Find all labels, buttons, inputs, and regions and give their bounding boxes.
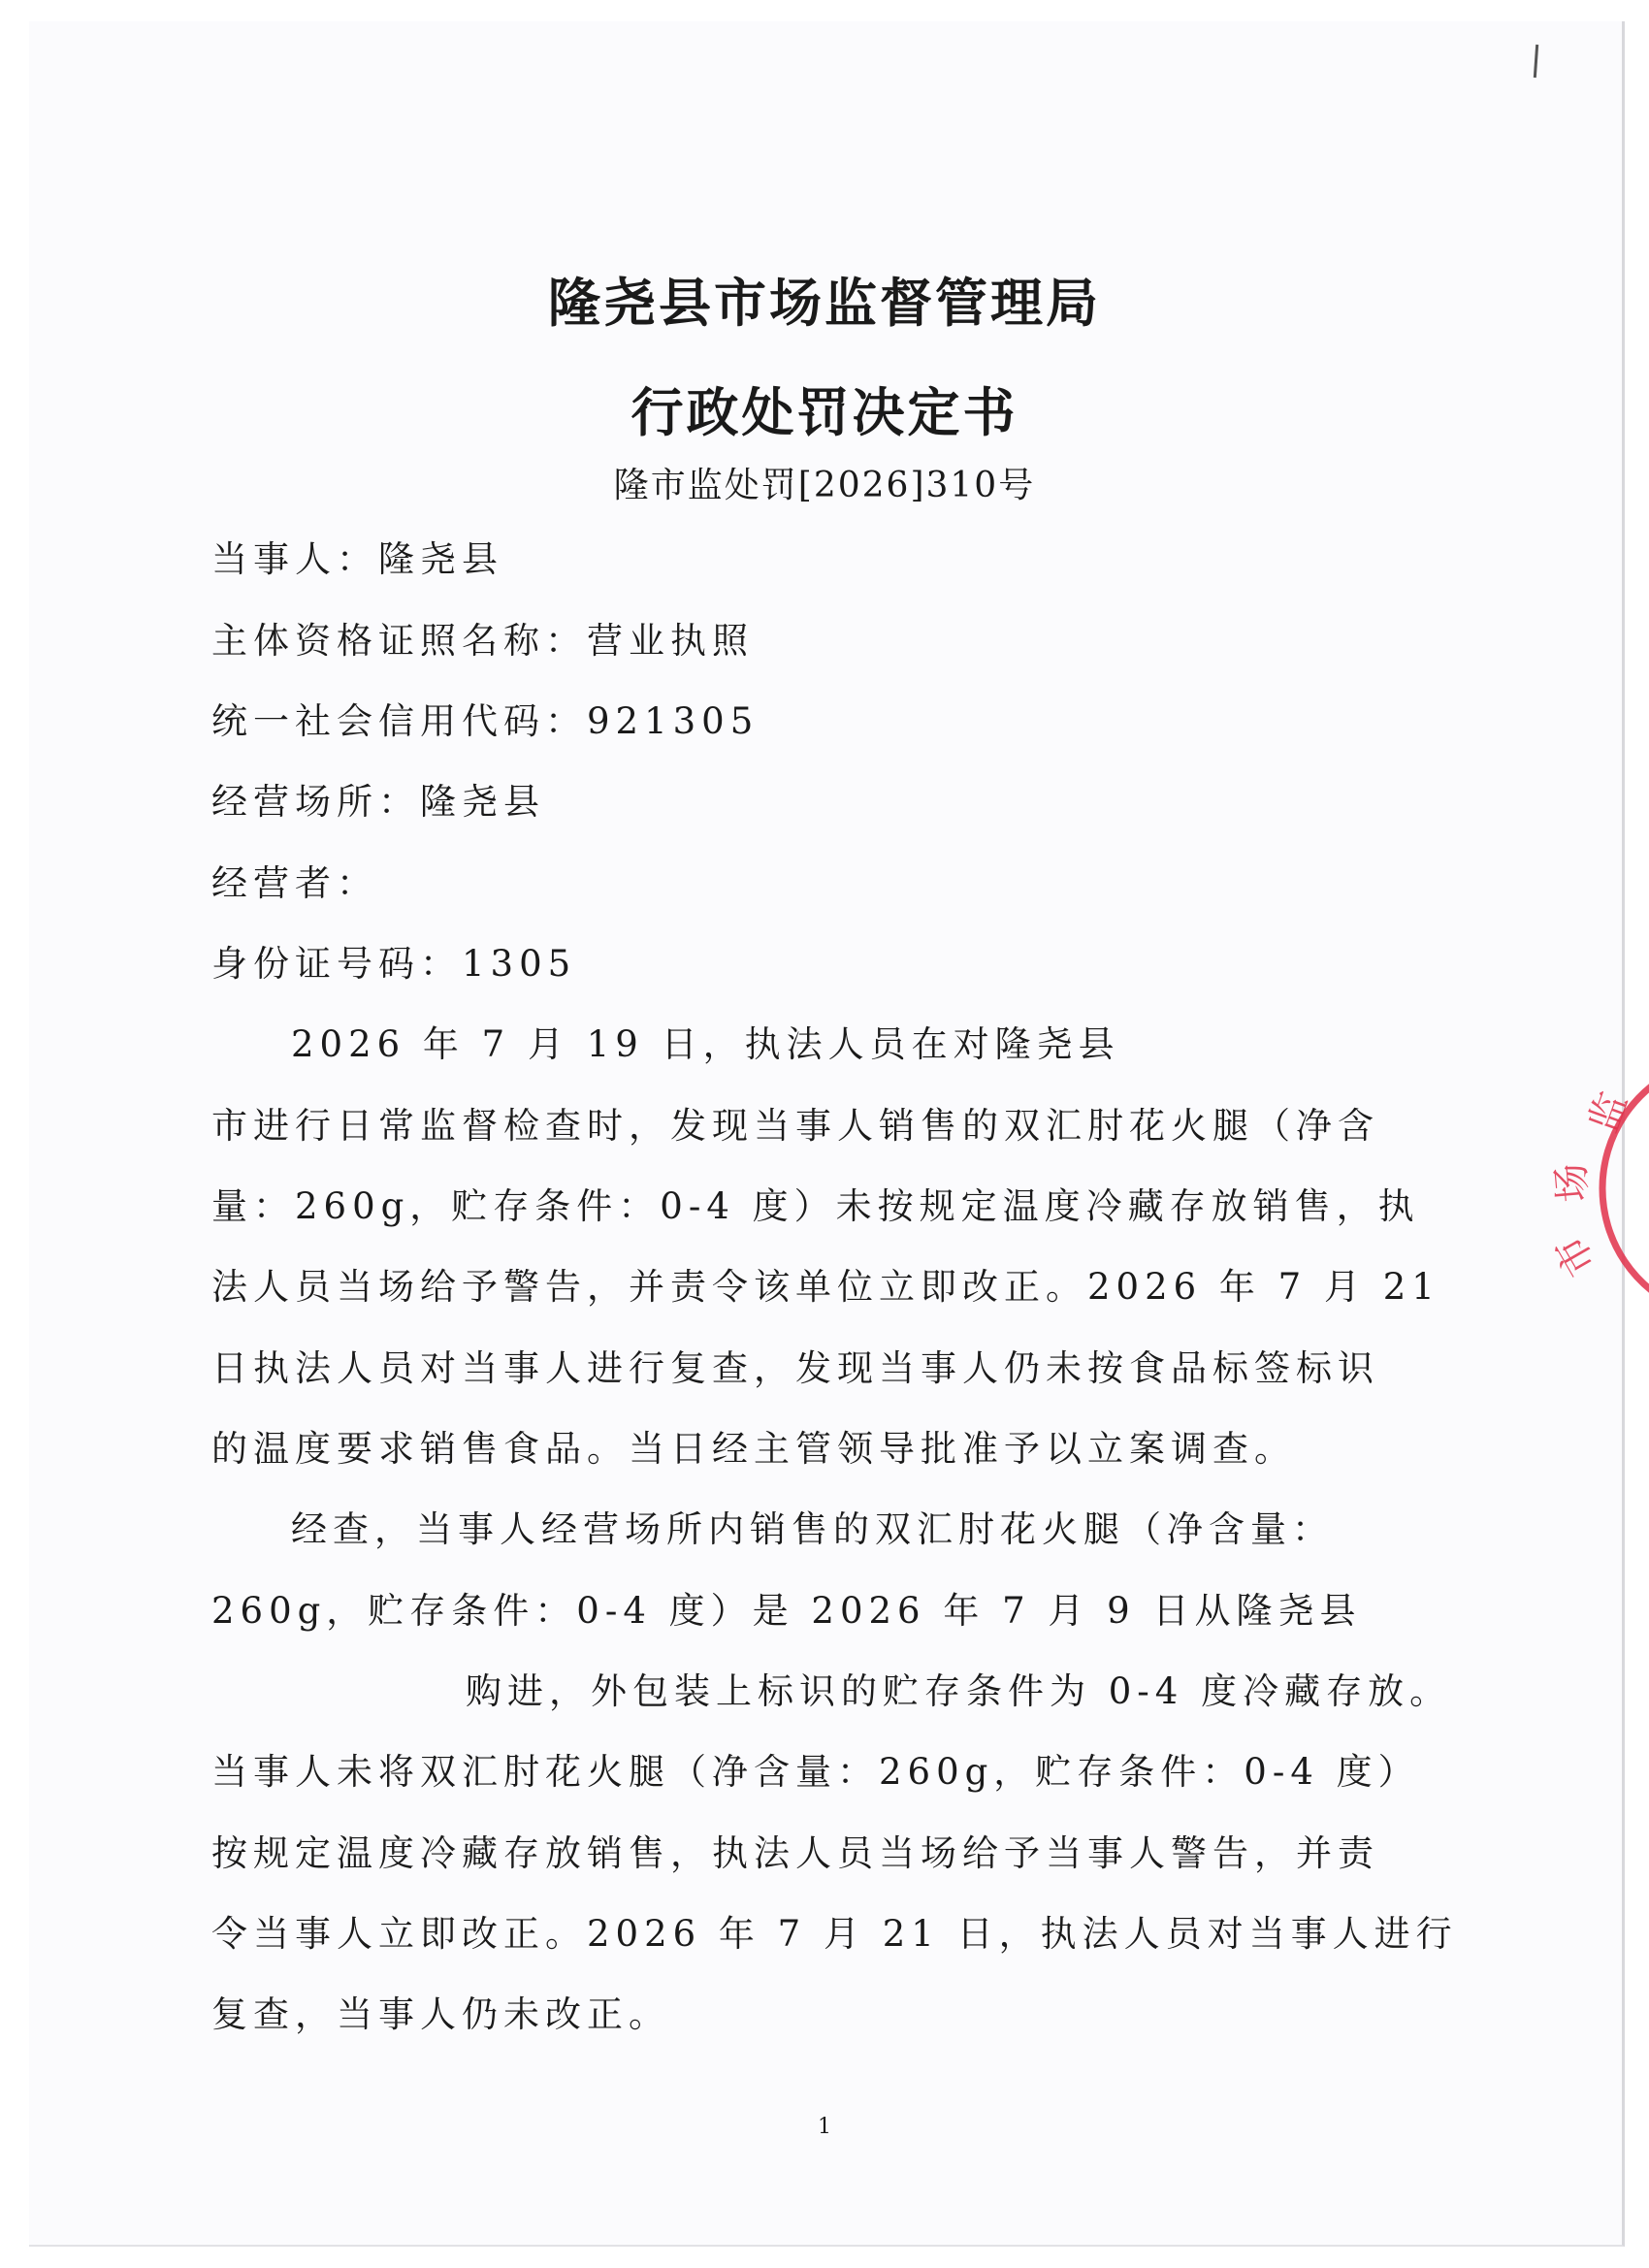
- document-number: 隆市监处罚[2026]310号: [613, 466, 1036, 505]
- page-number: 1: [818, 2115, 831, 2139]
- body-line: 经查，当事人经营场所内销售的双汇肘花火腿（净含量：: [291, 1508, 1334, 1550]
- party-name: 当事人：隆尧县: [211, 538, 503, 580]
- body-line: 复查，当事人仍未改正。: [211, 1993, 670, 2035]
- svg-text:市: 市: [1546, 1227, 1605, 1283]
- id-number: 身份证号码：1305: [211, 943, 577, 985]
- business-place: 经营场所：隆尧县: [211, 781, 545, 823]
- svg-text:场: 场: [1548, 1161, 1597, 1205]
- body-line: 市进行日常监督检查时，发现当事人销售的双汇肘花火腿（净含: [211, 1105, 1379, 1147]
- license-name: 主体资格证照名称：营业执照: [211, 620, 754, 662]
- body-line: 260g，贮存条件：0-4 度）是 2026 年 7 月 9 日从隆尧县: [211, 1590, 1362, 1632]
- operator: 经营者：: [211, 862, 378, 904]
- body-line: 令当事人立即改正。2026 年 7 月 21 日，执法人员对当事人进行: [211, 1913, 1458, 1955]
- body-line: 的温度要求销售食品。当日经主管领导批准予以立案调查。: [211, 1428, 1296, 1470]
- body-line: 日执法人员对当事人进行复查，发现当事人仍未按食品标签标识: [211, 1347, 1379, 1389]
- official-seal: [1538, 1057, 1649, 1319]
- body-line: 2026 年 7 月 19 日，执法人员在对隆尧县: [291, 1023, 1120, 1065]
- document-title-agency: 隆尧县市场监督管理局: [548, 272, 1101, 334]
- credit-code: 统一社会信用代码：921305: [211, 700, 760, 742]
- body-line: 购进，外包装上标识的贮存条件为 0-4 度冷藏存放。: [466, 1670, 1452, 1712]
- svg-text:监: 监: [1581, 1086, 1637, 1139]
- body-line: 量：260g，贮存条件：0-4 度）未按规定温度冷藏存放销售，执: [211, 1185, 1420, 1227]
- body-line: 按规定温度冷藏存放销售，执法人员当场给予当事人警告，并责: [211, 1832, 1379, 1874]
- body-line: 当事人未将双汇肘花火腿（净含量：260g，贮存条件：0-4 度）: [211, 1751, 1420, 1793]
- body-line: 法人员当场给予警告，并责令该单位立即改正。2026 年 7 月 21: [211, 1266, 1440, 1308]
- document-title-type: 行政处罚决定书: [630, 381, 1018, 443]
